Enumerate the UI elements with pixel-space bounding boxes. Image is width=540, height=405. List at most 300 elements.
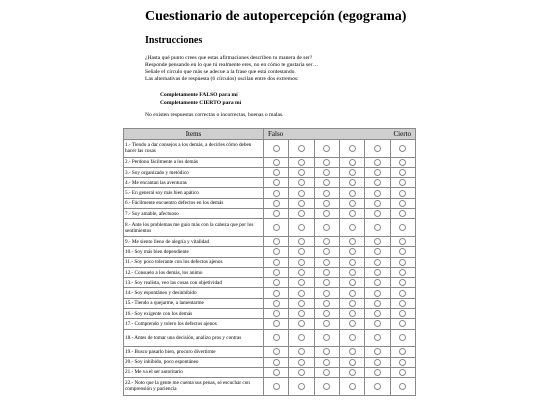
table-row	[124, 288, 416, 298]
answer-cell	[264, 309, 289, 319]
answer-radio-2[interactable]	[298, 279, 305, 286]
answer-radio-5[interactable]	[374, 334, 381, 341]
answer-cell	[390, 257, 415, 267]
instructions-line: ¿Hasta qué punto crees que estas afirmaciones describen tu manera de ser?	[145, 55, 313, 61]
answer-cell	[365, 257, 390, 267]
answer-cell	[314, 278, 339, 288]
table-header-row	[124, 129, 416, 140]
answer-radio-6[interactable]	[399, 290, 406, 297]
answer-cell	[264, 319, 289, 329]
answer-radio-4[interactable]	[349, 238, 356, 245]
answer-cell	[264, 219, 289, 237]
answer-radio-5[interactable]	[374, 269, 381, 276]
answer-cell	[289, 257, 314, 267]
item-text: 13.- Soy realista, veo las cosas con objetividad	[124, 278, 264, 288]
answer-radio-3[interactable]	[323, 383, 330, 390]
answer-radio-6[interactable]	[399, 320, 406, 327]
answer-radio-3[interactable]	[323, 200, 330, 207]
answer-cell	[339, 257, 364, 267]
answer-cell	[365, 167, 390, 177]
answer-cell	[289, 329, 314, 347]
answer-radio-3[interactable]	[323, 179, 330, 186]
instructions-line: Responde pensando en lo que tú realmente eres, no en cómo te gustaría ser…	[145, 62, 319, 68]
answer-cell	[365, 209, 390, 219]
answer-cell	[339, 188, 364, 198]
answer-cell	[264, 198, 289, 208]
answer-cell	[365, 329, 390, 347]
answer-radio-1[interactable]	[273, 179, 280, 186]
answer-radio-4[interactable]	[349, 369, 356, 376]
table-row	[124, 319, 416, 329]
answer-radio-5[interactable]	[374, 369, 381, 376]
answer-radio-5[interactable]	[374, 210, 381, 217]
answer-cell	[314, 140, 339, 158]
true-label: Cierto	[393, 130, 411, 138]
no-right-answers-note: No existen respuestas correctas o incorrectas, buenas o malas.	[145, 112, 284, 118]
answer-cell	[289, 178, 314, 188]
item-text: 15.- Tiendo a quejarme, a lamentarme	[124, 298, 264, 308]
item-text: 11.- Soy poco tolerante con los defectos ajenos	[124, 257, 264, 267]
answer-cell	[289, 188, 314, 198]
scale-column-header	[264, 129, 416, 140]
table-row	[124, 298, 416, 308]
answer-radio-3[interactable]	[323, 210, 330, 217]
answer-radio-1[interactable]	[273, 369, 280, 376]
answer-radio-5[interactable]	[374, 320, 381, 327]
answer-radio-2[interactable]	[298, 159, 305, 166]
answer-cell	[264, 178, 289, 188]
answer-cell	[314, 209, 339, 219]
answer-radio-4[interactable]	[349, 248, 356, 255]
answer-cell	[365, 347, 390, 357]
answer-cell	[339, 329, 364, 347]
answer-cell	[264, 236, 289, 246]
answer-cell	[339, 178, 364, 188]
answer-cell	[390, 319, 415, 329]
answer-radio-1[interactable]	[273, 348, 280, 355]
item-text: 14.- Soy espontáneo y desinhibido	[124, 288, 264, 298]
answer-radio-4[interactable]	[349, 300, 356, 307]
answer-cell	[314, 298, 339, 308]
answer-cell	[289, 357, 314, 367]
answer-cell	[339, 157, 364, 167]
item-text: 10.- Soy más bien dependiente	[124, 247, 264, 257]
answer-radio-5[interactable]	[374, 300, 381, 307]
item-text: 17.- Comprendo y tolero los defectos ajenos	[124, 319, 264, 329]
answer-radio-4[interactable]	[349, 259, 356, 266]
answer-radio-2[interactable]	[298, 320, 305, 327]
item-text: 21.- Me va el ser autoritario	[124, 367, 264, 377]
answer-radio-4[interactable]	[349, 224, 356, 231]
item-text: 6.- Fácilmente encuentro defectos en los demás	[124, 198, 264, 208]
table-row	[124, 267, 416, 277]
table-row	[124, 188, 416, 198]
answer-radio-1[interactable]	[273, 269, 280, 276]
answer-cell	[365, 188, 390, 198]
answer-radio-4[interactable]	[349, 190, 356, 197]
answer-radio-1[interactable]	[273, 238, 280, 245]
answer-radio-6[interactable]	[399, 159, 406, 166]
answer-radio-1[interactable]	[273, 200, 280, 207]
answer-cell	[390, 357, 415, 367]
answer-radio-5[interactable]	[374, 279, 381, 286]
answer-radio-3[interactable]	[323, 159, 330, 166]
answer-radio-1[interactable]	[273, 259, 280, 266]
answer-radio-5[interactable]	[374, 310, 381, 317]
answer-cell	[339, 357, 364, 367]
answer-cell	[289, 378, 314, 396]
answer-cell	[289, 319, 314, 329]
answer-cell	[365, 278, 390, 288]
answer-radio-3[interactable]	[323, 300, 330, 307]
answer-cell	[289, 236, 314, 246]
answer-cell	[314, 167, 339, 177]
answer-radio-5[interactable]	[374, 200, 381, 207]
answer-radio-2[interactable]	[298, 224, 305, 231]
answer-cell	[314, 157, 339, 167]
answer-cell	[314, 257, 339, 267]
answer-cell	[314, 178, 339, 188]
answer-radio-4[interactable]	[349, 269, 356, 276]
answer-radio-3[interactable]	[323, 359, 330, 366]
answer-cell	[390, 236, 415, 246]
answer-radio-3[interactable]	[323, 238, 330, 245]
answer-radio-5[interactable]	[374, 169, 381, 176]
table-row	[124, 198, 416, 208]
answer-radio-4[interactable]	[349, 159, 356, 166]
answer-radio-1[interactable]	[273, 169, 280, 176]
page-title: Cuestionario de autopercepción (egograma)	[145, 9, 407, 24]
answer-radio-2[interactable]	[298, 179, 305, 186]
table-row	[124, 329, 416, 347]
table-row	[124, 378, 416, 396]
answer-cell	[390, 278, 415, 288]
instructions-line: Señale el círculo que más se adecue a la frase que está contestando.	[145, 69, 296, 75]
answer-radio-6[interactable]	[399, 190, 406, 197]
answer-radio-3[interactable]	[323, 190, 330, 197]
answer-cell	[339, 198, 364, 208]
answer-radio-3[interactable]	[323, 145, 330, 152]
table-row	[124, 157, 416, 167]
answer-radio-2[interactable]	[298, 145, 305, 152]
item-text: 20.- Soy inhibido, poco espontáneo	[124, 357, 264, 367]
answer-cell	[289, 140, 314, 158]
answer-cell	[339, 236, 364, 246]
answer-cell	[339, 319, 364, 329]
item-text: 22.- Noto que la gente me cuenta sus penas, sé escuchar con comprensión y paciencia	[124, 378, 264, 396]
answer-cell	[365, 357, 390, 367]
answer-radio-4[interactable]	[349, 290, 356, 297]
table-row	[124, 357, 416, 367]
answer-cell	[264, 357, 289, 367]
item-text: 18.- Antes de tomar una decisión, analizo pros y contras	[124, 329, 264, 347]
answer-radio-1[interactable]	[273, 383, 280, 390]
answer-cell	[339, 219, 364, 237]
answer-cell	[289, 219, 314, 237]
answer-cell	[314, 236, 339, 246]
answer-cell	[314, 219, 339, 237]
answer-cell	[289, 209, 314, 219]
answer-radio-5[interactable]	[374, 248, 381, 255]
answer-cell	[264, 167, 289, 177]
answer-cell	[314, 378, 339, 396]
answer-radio-3[interactable]	[323, 348, 330, 355]
answer-radio-6[interactable]	[399, 224, 406, 231]
answer-radio-6[interactable]	[399, 210, 406, 217]
answer-radio-5[interactable]	[374, 383, 381, 390]
answer-radio-2[interactable]	[298, 210, 305, 217]
answer-cell	[390, 209, 415, 219]
answer-cell	[390, 347, 415, 357]
answer-cell	[264, 267, 289, 277]
answer-radio-6[interactable]	[399, 383, 406, 390]
answer-radio-2[interactable]	[298, 259, 305, 266]
answer-radio-4[interactable]	[349, 145, 356, 152]
instructions-line: Las alternativas de respuesta (6 círculos) oscilan entre dos extremos:	[145, 76, 299, 82]
answer-radio-1[interactable]	[273, 159, 280, 166]
answer-cell	[339, 298, 364, 308]
answer-cell	[314, 329, 339, 347]
answer-radio-3[interactable]	[323, 169, 330, 176]
item-text: 5.- En general soy más bien apático	[124, 188, 264, 198]
answer-radio-6[interactable]	[399, 279, 406, 286]
answer-radio-4[interactable]	[349, 279, 356, 286]
answer-radio-6[interactable]	[399, 310, 406, 317]
answer-cell	[390, 288, 415, 298]
answer-cell	[314, 367, 339, 377]
questionnaire-table	[123, 128, 416, 396]
answer-cell	[289, 157, 314, 167]
answer-cell	[390, 167, 415, 177]
items-column-header: Items	[124, 129, 264, 140]
answer-radio-1[interactable]	[273, 279, 280, 286]
answer-radio-5[interactable]	[374, 190, 381, 197]
instructions-heading: Instrucciones	[145, 35, 203, 46]
answer-cell	[365, 219, 390, 237]
answer-radio-4[interactable]	[349, 334, 356, 341]
instructions-text	[145, 55, 445, 83]
answer-radio-4[interactable]	[349, 210, 356, 217]
answer-radio-3[interactable]	[323, 269, 330, 276]
item-text: 1.- Tiendo a dar consejos a los demás, a decirles cómo deben hacer las cosas	[124, 140, 264, 158]
answer-cell	[289, 347, 314, 357]
false-label: Falso	[268, 130, 284, 138]
table-row	[124, 140, 416, 158]
answer-cell	[314, 188, 339, 198]
answer-radio-1[interactable]	[273, 190, 280, 197]
answer-radio-6[interactable]	[399, 248, 406, 255]
answer-radio-5[interactable]	[374, 259, 381, 266]
answer-cell	[264, 347, 289, 357]
answer-radio-4[interactable]	[349, 320, 356, 327]
answer-radio-2[interactable]	[298, 190, 305, 197]
table-row	[124, 219, 416, 237]
answer-cell	[339, 347, 364, 357]
answer-cell	[314, 309, 339, 319]
answer-radio-5[interactable]	[374, 159, 381, 166]
answer-cell	[264, 288, 289, 298]
answer-cell	[314, 247, 339, 257]
answer-cell	[289, 367, 314, 377]
answer-cell	[365, 309, 390, 319]
answer-radio-6[interactable]	[399, 334, 406, 341]
answer-radio-1[interactable]	[273, 300, 280, 307]
answer-radio-3[interactable]	[323, 259, 330, 266]
answer-radio-6[interactable]	[399, 300, 406, 307]
answer-radio-2[interactable]	[298, 169, 305, 176]
answer-radio-6[interactable]	[399, 359, 406, 366]
answer-cell	[390, 378, 415, 396]
answer-radio-6[interactable]	[399, 348, 406, 355]
answer-radio-5[interactable]	[374, 359, 381, 366]
answer-radio-4[interactable]	[349, 310, 356, 317]
answer-cell	[365, 247, 390, 257]
answer-cell	[339, 278, 364, 288]
answer-radio-5[interactable]	[374, 290, 381, 297]
answer-cell	[339, 367, 364, 377]
table-row	[124, 278, 416, 288]
answer-radio-1[interactable]	[273, 310, 280, 317]
answer-radio-2[interactable]	[298, 269, 305, 276]
answer-cell	[264, 188, 289, 198]
answer-cell	[365, 288, 390, 298]
answer-cell	[390, 198, 415, 208]
answer-radio-2[interactable]	[298, 200, 305, 207]
answer-radio-1[interactable]	[273, 210, 280, 217]
table-row	[124, 347, 416, 357]
answer-radio-6[interactable]	[399, 145, 406, 152]
answer-radio-3[interactable]	[323, 369, 330, 376]
answer-cell	[264, 367, 289, 377]
answer-radio-5[interactable]	[374, 348, 381, 355]
answer-radio-5[interactable]	[374, 179, 381, 186]
answer-radio-2[interactable]	[298, 248, 305, 255]
item-text: 8.- Ante los problemas me guío más con la cabeza que por los sentimientos	[124, 219, 264, 237]
table-row	[124, 236, 416, 246]
answer-cell	[339, 309, 364, 319]
answer-cell	[390, 367, 415, 377]
answer-radio-3[interactable]	[323, 334, 330, 341]
answer-cell	[390, 309, 415, 319]
answer-radio-1[interactable]	[273, 224, 280, 231]
answer-cell	[264, 209, 289, 219]
answer-cell	[339, 140, 364, 158]
answer-radio-2[interactable]	[298, 290, 305, 297]
item-text: 19.- Busco pasarlo bien, procuro divertirme	[124, 347, 264, 357]
answer-radio-3[interactable]	[323, 320, 330, 327]
answer-radio-3[interactable]	[323, 279, 330, 286]
answer-radio-2[interactable]	[298, 369, 305, 376]
answer-radio-3[interactable]	[323, 310, 330, 317]
answer-radio-5[interactable]	[374, 238, 381, 245]
answer-cell	[339, 267, 364, 277]
answer-cell	[365, 198, 390, 208]
answer-cell	[365, 319, 390, 329]
answer-radio-4[interactable]	[349, 169, 356, 176]
answer-cell	[289, 309, 314, 319]
answer-radio-3[interactable]	[323, 290, 330, 297]
answer-cell	[314, 198, 339, 208]
answer-cell	[365, 236, 390, 246]
answer-radio-4[interactable]	[349, 179, 356, 186]
answer-cell	[289, 247, 314, 257]
answer-radio-2[interactable]	[298, 359, 305, 366]
answer-cell	[339, 247, 364, 257]
answer-cell	[264, 157, 289, 167]
answer-cell	[390, 178, 415, 188]
answer-radio-1[interactable]	[273, 248, 280, 255]
answer-cell	[264, 329, 289, 347]
answer-radio-4[interactable]	[349, 383, 356, 390]
answer-radio-2[interactable]	[298, 383, 305, 390]
item-text: 4.- Me encantan las aventuras	[124, 178, 264, 188]
answer-cell	[390, 298, 415, 308]
table-row	[124, 257, 416, 267]
answer-radio-2[interactable]	[298, 334, 305, 341]
answer-radio-2[interactable]	[298, 348, 305, 355]
answer-radio-1[interactable]	[273, 290, 280, 297]
answer-radio-6[interactable]	[399, 259, 406, 266]
answer-cell	[264, 298, 289, 308]
answer-radio-2[interactable]	[298, 300, 305, 307]
answer-radio-6[interactable]	[399, 238, 406, 245]
answer-radio-1[interactable]	[273, 359, 280, 366]
answer-radio-6[interactable]	[399, 200, 406, 207]
answer-radio-2[interactable]	[298, 310, 305, 317]
answer-radio-4[interactable]	[349, 200, 356, 207]
answer-cell	[339, 288, 364, 298]
answer-cell	[365, 267, 390, 277]
answer-radio-2[interactable]	[298, 238, 305, 245]
answer-cell	[390, 267, 415, 277]
answer-radio-1[interactable]	[273, 334, 280, 341]
answer-radio-1[interactable]	[273, 320, 280, 327]
answer-cell	[339, 167, 364, 177]
table-row	[124, 167, 416, 177]
answer-cell	[289, 278, 314, 288]
answer-radio-3[interactable]	[323, 248, 330, 255]
answer-radio-1[interactable]	[273, 145, 280, 152]
legend-false: Completamente FALSO para mí	[160, 92, 238, 98]
answer-cell	[264, 278, 289, 288]
answer-radio-6[interactable]	[399, 369, 406, 376]
answer-radio-3[interactable]	[323, 224, 330, 231]
questionnaire-rows	[124, 140, 416, 396]
answer-radio-6[interactable]	[399, 169, 406, 176]
answer-cell	[365, 178, 390, 188]
answer-radio-5[interactable]	[374, 145, 381, 152]
answer-radio-5[interactable]	[374, 224, 381, 231]
answer-radio-6[interactable]	[399, 269, 406, 276]
answer-cell	[264, 247, 289, 257]
answer-cell	[264, 140, 289, 158]
answer-cell	[365, 367, 390, 377]
answer-cell	[390, 157, 415, 167]
table-row	[124, 367, 416, 377]
answer-radio-4[interactable]	[349, 359, 356, 366]
answer-cell	[365, 140, 390, 158]
answer-radio-6[interactable]	[399, 179, 406, 186]
table-row	[124, 247, 416, 257]
answer-cell	[339, 209, 364, 219]
answer-cell	[289, 267, 314, 277]
answer-radio-4[interactable]	[349, 348, 356, 355]
item-text: 9.- Me siento lleno de alegría y vitalidad	[124, 236, 264, 246]
answer-cell	[390, 329, 415, 347]
answer-cell	[289, 167, 314, 177]
answer-cell	[289, 298, 314, 308]
item-text: 16.- Soy exigente con los demás	[124, 309, 264, 319]
